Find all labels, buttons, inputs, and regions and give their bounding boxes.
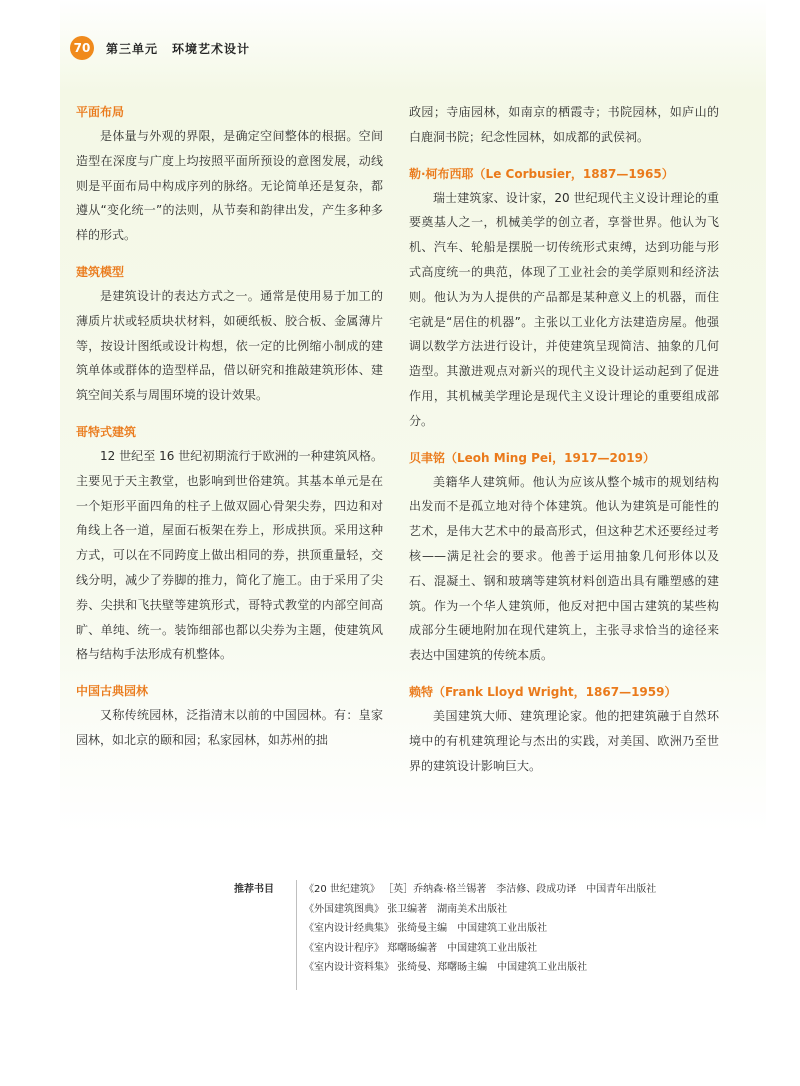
left-column: [76, 100, 383, 753]
continued-paragraph: 政园；寺庙园林，如南京的栖霞寺；书院园林，如庐山的白鹿洞书院；纪念性园林，如成都的武侯祠。: [409, 105, 719, 144]
section-heading: 贝聿铭（Leoh Ming Pei，1917—2019）: [409, 450, 655, 465]
reference-item: 《室内设计程序》 郑曙旸编著 中国建筑工业出版社: [304, 942, 538, 954]
section-heading: 赖特（Frank Lloyd Wright，1867—1959）: [409, 684, 677, 699]
section-paragraph: 是建筑设计的表达方式之一。通常是使用易于加工的薄质片状或轻质块状材料，如硬纸板、胶合板、金属薄片等，按设计图纸或设计构想，依一定的比例缩小制成的建筑单体或群体的造型样品，借以研究和推敲建筑形体、建筑空间关系与周围环境的设计效果。: [76, 288, 383, 403]
section-heading: 平面布局: [76, 105, 125, 119]
references-list: [304, 880, 744, 978]
section-paragraph: 12 世纪至 16 世纪初期流行于欧洲的一种建筑风格。主要见于天主教堂，也影响到世俗建筑。其基本单元是在一个矩形平面四角的柱子上做双圆心骨架尖券，四边和对角线上各一道，屋面石板架在券上，形成拱顶。采用这种方式，可以在不同跨度上做出相同的券，拱顶重量轻，交线分明，减少了券脚的推力，简化了施工。由于采用了尖券、尖拱和飞扶壁等建筑形式，哥特式教堂的内部空间高旷、单纯、统一。装饰细部也都以尖券为主题，使建筑风格与结构手法形成有机整体。: [76, 448, 383, 662]
references-divider: [296, 880, 297, 990]
section-paragraph: 是体量与外观的界限，是确定空间整体的根据。空间造型在深度与广度上均按照平面所预设的意图发展，动线则是平面布局中构成序列的脉络。无论简单还是复杂，都遵从“变化统一”的法则，从节奏和韵律出发，产生多种多样的形式。: [76, 129, 383, 243]
section-heading: 建筑模型: [76, 264, 125, 279]
unit-title: 环境艺术设计: [172, 42, 251, 56]
references-label: 推荐书目: [234, 884, 274, 895]
section-heading: 勒·柯布西耶（Le Corbusier，1887—1965）: [409, 166, 674, 181]
unit-label: 第三单元: [106, 42, 159, 56]
reference-item: 《20 世纪建筑》 ［英］乔纳森·格兰锡著 李洁修、段成功译 中国青年出版社: [304, 884, 657, 895]
header-title: [106, 40, 264, 57]
reference-item: 《外国建筑图典》 张卫编著 湖南美术出版社: [304, 903, 508, 915]
section-heading: 哥特式建筑: [76, 424, 137, 439]
section-paragraph: 又称传统园林，泛指清末以前的中国园林。有：皇家园林，如北京的颐和园；私家园林，如苏州的拙: [76, 708, 383, 747]
page-number: 70: [70, 36, 94, 60]
right-column: [409, 100, 719, 778]
reference-item: 《室内设计资料集》 张绮曼、郑曙旸主编 中国建筑工业出版社: [304, 962, 588, 973]
section-heading: 中国古典园林: [76, 684, 149, 699]
section-paragraph: 美国建筑大师、建筑理论家。他的把建筑融于自然环境中的有机建筑理论与杰出的实践，对美国、欧洲乃至世界的建筑设计影响巨大。: [409, 708, 719, 773]
reference-item: 《室内设计经典集》 张绮曼主编 中国建筑工业出版社: [304, 923, 548, 934]
section-paragraph: 瑞士建筑家、设计家，20 世纪现代主义设计理论的重要奠基人之一，机械美学的创立者，享誉世界。他认为飞机、汽车、轮船是摆脱一切传统形式束缚，达到功能与形式高度统一的典范，体现了工业社会的美学原则和经济法则。他认为为人提供的产品都是某种意义上的机器，而住宅就是“居住的机器”。主张以工业化方法建造房屋。他强调以数学方法进行设计，并使建筑呈现简洁、抽象的几何造型。其激进观点对新兴的现代主义设计运动起到了促进作用，其机械美学理论是现代主义设计理论的重要组成部分。: [409, 190, 719, 428]
section-paragraph: 美籍华人建筑师。他认为应该从整个城市的规划结构出发而不是孤立地对待个体建筑。他认为建筑是可能性的艺术，是伟大艺术中的最高形式，但这种艺术还要经过考核——满足社会的要求。他善于运用抽象几何形体以及石、混凝土、钢和玻璃等建筑材料创造出具有雕塑感的建筑。作为一个华人建筑师，他反对把中国古建筑的某些构成部分生硬地附加在现代建筑上，主张寻求恰当的途径来表达中国建筑的传统本质。: [409, 474, 719, 663]
page-header: [0, 0, 800, 92]
